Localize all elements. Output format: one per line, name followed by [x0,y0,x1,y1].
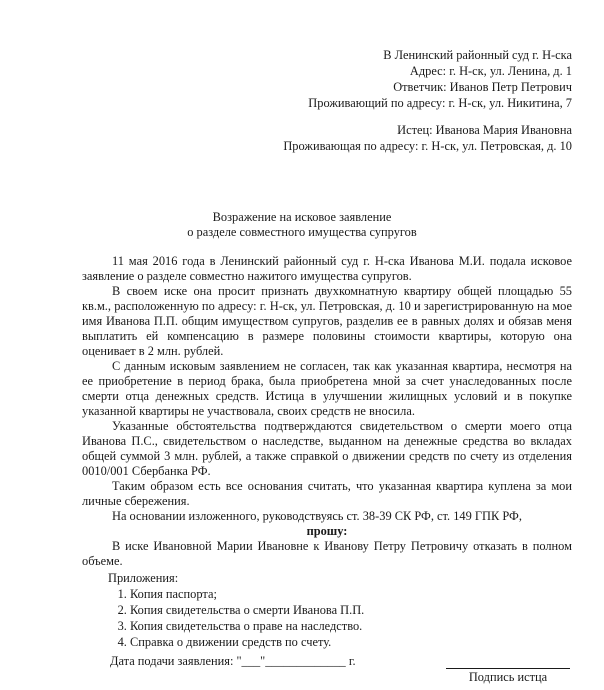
attachments-heading: Приложения: [108,571,179,585]
attachments-list [108,586,528,650]
plaintiff-block [283,122,572,154]
title-line-2: о разделе совместного имущества супругов [187,225,417,239]
signature-label: Подпись истца [468,670,548,684]
paragraph-evidence: Указанные обстоятельства подтверждаются свидетельством о смерти моего отца Иванова П.С., свидетельством о наследстве, выданном на денежные средства во вкладах общей суммой 3 млн. рублей, а также справкой о движении средств по счету из отделения 0010/001 Сбербанка РФ. [82,419,572,478]
attachment-item: 2. Копия свидетельства о смерти Иванова П.П. [130,602,528,618]
attachments-block [108,570,528,650]
addressee-block [308,47,572,111]
paragraph-filing: 11 мая 2016 года в Ленинский районный суд г. Н-ска Иванова М.И. подала исковое заявление о разделе совместно нажитого имущества супругов. [82,254,572,283]
paragraph-request: В иске Ивановной Марии Ивановне к Иванову Петру Петровичу отказать в полном объеме. [82,539,572,568]
filing-date: Дата подачи заявления: "___"_____________ г. [110,654,356,668]
title-line-1: Возражение на исковое заявление [212,210,392,224]
document-title [0,210,604,240]
paragraph-claim: В своем иске она просит признать двухкомнатную квартиру общей площадью 55 кв.м., расположенную по адресу: г. Н-ск, ул. Петровская, д. 10 и зарегистрированную на мое имя Иванова П.П. общим имуществом супругов, разделив ее в равных долях и обязав меня выплатить ей компенсацию в размере половины стоимости квартиры, которую она оценивает в 2 млн. рублей. [82,284,572,358]
attachment-item: 1. Копия паспорта; [130,586,528,602]
court-name: В Ленинский районный суд г. Н-ска [383,48,572,62]
paragraph-objection: С данным исковым заявлением не согласен, так как указанная квартира, несмотря на ее приобретение в период брака, была приобретена мной за счет унаследованных после смерти отца денежных средств. Истица в улучшении жилищных условий и в покупке указанной квартиры не участвовала, своих средств не вносила. [82,359,572,418]
paragraph-conclusion: Таким образом есть все основания считать, что указанная квартира куплена за мои личные сбережения. [82,479,572,508]
document-body [82,254,572,569]
paragraph-legal-basis: На основании изложенного, руководствуясь ст. 38-39 СК РФ, ст. 149 ГПК РФ, [112,509,522,523]
plaintiff-name: Истец: Иванова Мария Ивановна [397,123,572,137]
attachment-item: 3. Копия свидетельства о праве на наследство. [130,618,528,634]
signature-block [446,656,570,685]
respondent-name: Ответчик: Иванов Петр Петрович [393,80,572,94]
request-heading: прошу: [306,524,348,538]
attachment-item: 4. Справка о движении средств по счету. [130,634,528,650]
plaintiff-address: Проживающая по адресу: г. Н-ск, ул. Петровская, д. 10 [283,139,572,153]
court-address: Адрес: г. Н-ск, ул. Ленина, д. 1 [409,64,572,78]
signature-line [446,668,570,669]
respondent-address: Проживающий по адресу: г. Н-ск, ул. Никитина, 7 [308,96,572,110]
